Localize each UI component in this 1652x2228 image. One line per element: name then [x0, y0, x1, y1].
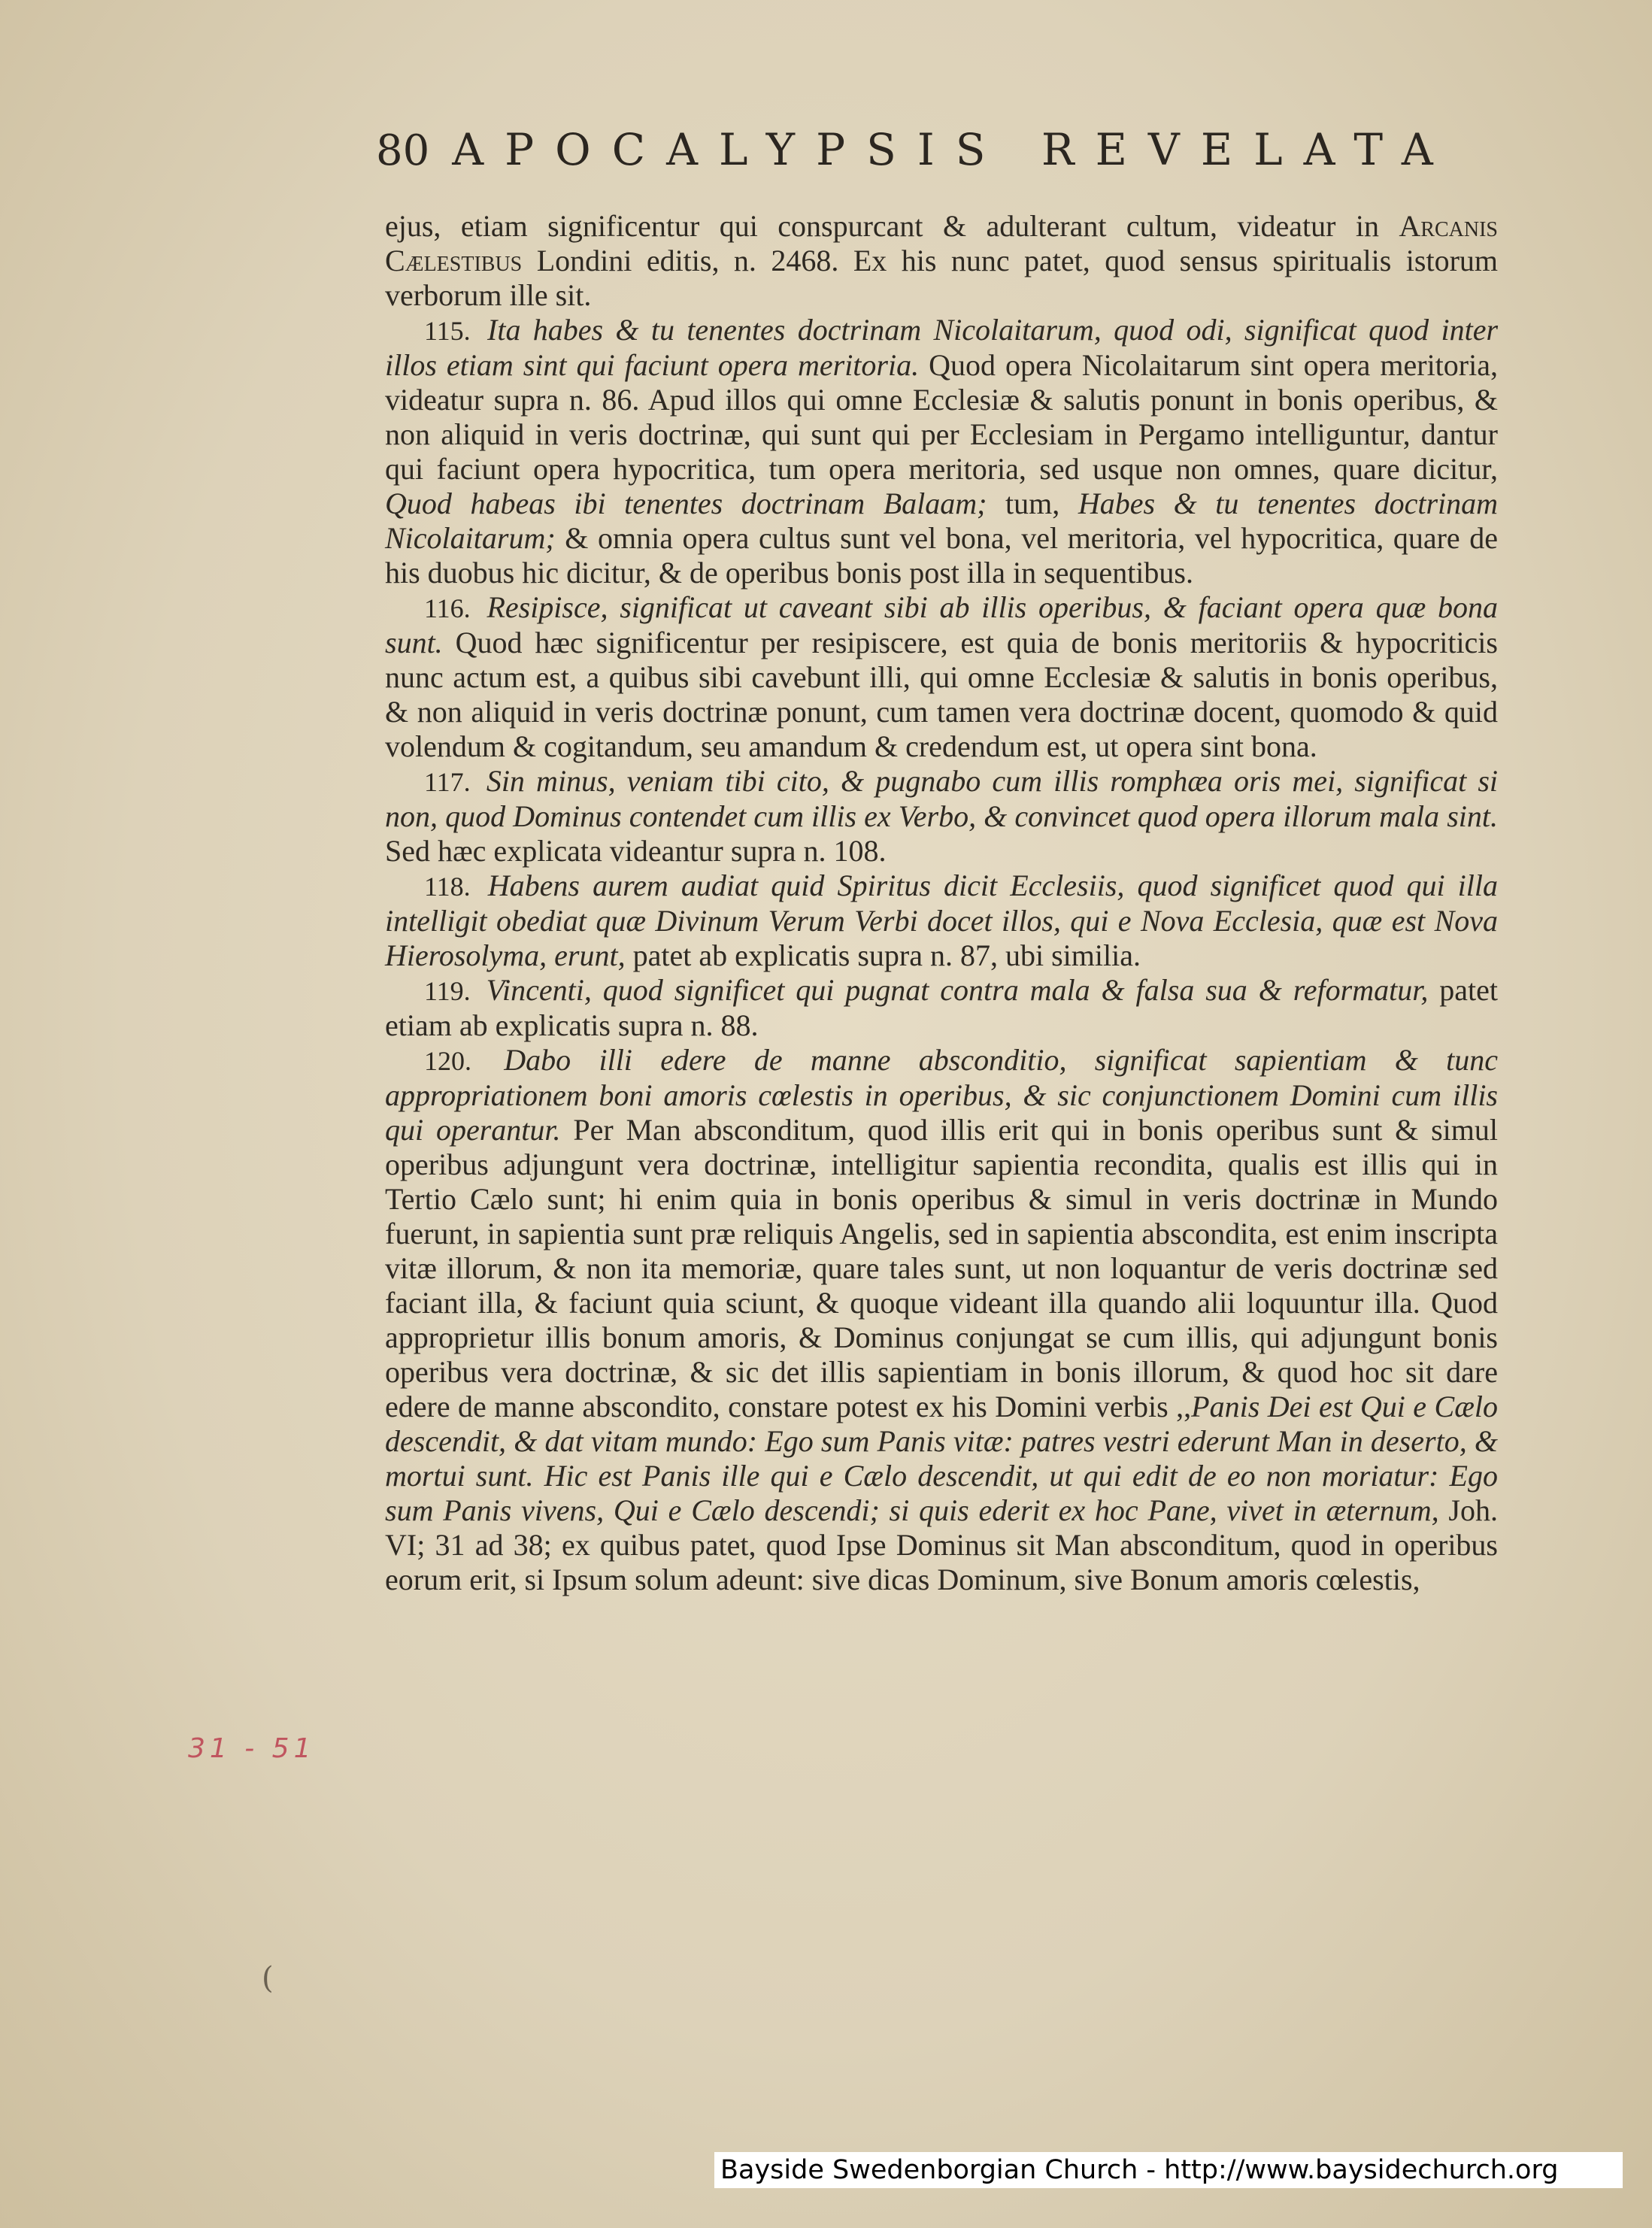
paragraph-text: Joh. VI; 31 ad 38; ex quibus patet, quod Ipse Dominus sit Man absconditum, quod in operibus eorum erit, si Ipsum solum adeunt: sive dicas Dominum, sive Bonum amoris cœlestis, [385, 1493, 1498, 1596]
verse-quote: Sin minus, veniam tibi cito, & pugnabo cum illis romphæa oris mei, significat si non, quod Dominus contendet cum illis ex Verbo, & convincet quod opera illorum mala sint. [385, 764, 1499, 833]
paragraph-text: & omnia opera cultus sunt vel bona, vel meritoria, vel hypocritica, quare de his duobus hic dicitur, & de operibus bonis post illa in sequentibus. [385, 521, 1498, 590]
stray-mark: ( [262, 1961, 274, 1996]
section-number: 118. [424, 871, 471, 902]
running-title: APOCALYPSIS REVELATA [452, 124, 1454, 175]
verse-quote: Ita habes & tu tenentes doctrinam Nicolaitarum, quod odi, significat quod inter illos etiam sint qui faciunt opera meritoria. [385, 313, 1499, 382]
paragraph-text: Quod opera Nicolaitarum sint opera meritoria, videatur supra n. 86. Apud illos qui omne Ecclesiæ & salutis ponunt in bonis operibus, & non aliquid in veris doctrinæ, qui sunt qui per Ecclesiam in Pergamo intelliguntur, dantur qui faciunt opera hypocritica, tum opera meritoria, sed usque non omnes, quare dicitur, [385, 348, 1498, 486]
paragraph-text: Sed hæc explicata videantur supra n. 108. [385, 834, 887, 868]
paragraph-115 [385, 313, 1498, 590]
verse-quote: Resipisce, significat ut caveant sibi ab illis operibus, & faciant opera quæ bona sunt. [385, 590, 1499, 659]
verse-quote: Quod habeas ibi tenentes doctrinam Balaam; [385, 487, 987, 520]
section-number: 120. [424, 1046, 471, 1076]
body-text [385, 209, 1498, 1597]
section-number: 116. [424, 593, 471, 623]
book-title-small-caps: Arcanis Cælestibus [385, 209, 1498, 277]
paragraph-text: patet etiam ab explicatis supra n. 88. [385, 973, 1498, 1042]
verse-quote: Habes & tu tenentes doctrinam Nicolaitarum; [385, 487, 1499, 555]
watermark-credit: Bayside Swedenborgian Church - http://www.baysidechurch.org [714, 2152, 1623, 2188]
handwritten-margin-note: 31 - 51 [188, 1733, 316, 1764]
paragraph-117 [385, 764, 1498, 868]
paragraph-text: Per Man absconditum, quod illis erit qui in bonis operibus sunt & simul operibus adjungunt vera doctrinæ, intelligitur sapientia recondita, qualis est illis qui in Tertio Cælo sunt; hi enim quia in bonis operibus & simul in veris doctrinæ in Mundo fuerunt, in sapientia sunt præ reliquis Angelis, sed in sapientia abscondita, est enim inscripta vitæ illorum, & non ita memoriæ, quare tales sunt, ut non loquantur de veris doctrinæ sed faciant illa, & faciunt quia sciunt, & quoque videant illa quando alii loquuntur illa. Quod approprietur illis bonum amoris, & Dominus conjungat se cum illis, qui adjungunt bonis operibus vera doctrinæ, & sic det illis sapientiam in bonis illorum, & quod hoc sit dare edere de manne abscondito, constare potest ex his Domini verbis ,, [385, 1113, 1499, 1423]
verse-quote: Dabo illi edere de manne absconditio, significat sapientiam & tunc appropriationem boni amoris cœlestis in operibus, & sic conjunctionem Domini cum illis qui operantur. [385, 1043, 1499, 1147]
paragraph-text: Londini editis, n. 2468. Ex his nunc patet, quod sensus spiritualis istorum verborum ille sit. [385, 244, 1498, 312]
page-header [376, 124, 1504, 192]
page-number: 80 [376, 126, 430, 175]
verse-quote: Vincenti, quod significet qui pugnat contra mala & falsa sua & reformatur, [486, 973, 1429, 1007]
paragraph-text: tum, [987, 487, 1078, 520]
paragraph-text: ejus, etiam significentur qui conspurcant & adulterant cultum, videatur in [385, 209, 1399, 243]
verse-quote: Panis Dei est Qui e Cælo descendit, & dat vitam mundo: Ego sum Panis vitæ: patres vestri ederunt Man in deserto, & mortui sunt. Hic est Panis ille qui e Cælo descendit, ut qui edit de eo non moriatur: Ego sum Panis vivens, Qui e Cælo descendi; si quis ederit ex hoc Pane, vivet in æternum, [385, 1390, 1498, 1527]
paragraph-118 [385, 868, 1498, 973]
paragraph-text: Quod hæc significentur per resipiscere, est quia de bonis meritoriis & hypocriticis nunc actum est, a quibus sibi cavebunt illi, qui omne Ecclesiæ & salutis in bonis operibus, & non aliquid in veris doctrinæ ponunt, cum tamen vera doctrinæ docent, quomodo & quid volendum & cogitandum, seu amandum & credendum est, ut opera sint bona. [385, 626, 1498, 763]
verse-quote: Habens aurem audiat quid Spiritus dicit Ecclesiis, quod significet quod qui illa intelligit obediat quæ Divinum Verum Verbi docet illos, qui e Nova Ecclesia, quæ est Nova Hierosolyma, erunt, [385, 868, 1498, 972]
section-number: 115. [424, 316, 471, 346]
paragraph-continuation [385, 209, 1498, 313]
paragraph-120 [385, 1043, 1498, 1597]
section-number: 119. [424, 976, 471, 1006]
paragraph-text: patet ab explicatis supra n. 87, ubi similia. [625, 938, 1141, 972]
paragraph-116 [385, 590, 1498, 764]
paragraph-119 [385, 973, 1498, 1043]
section-number: 117. [424, 767, 471, 797]
